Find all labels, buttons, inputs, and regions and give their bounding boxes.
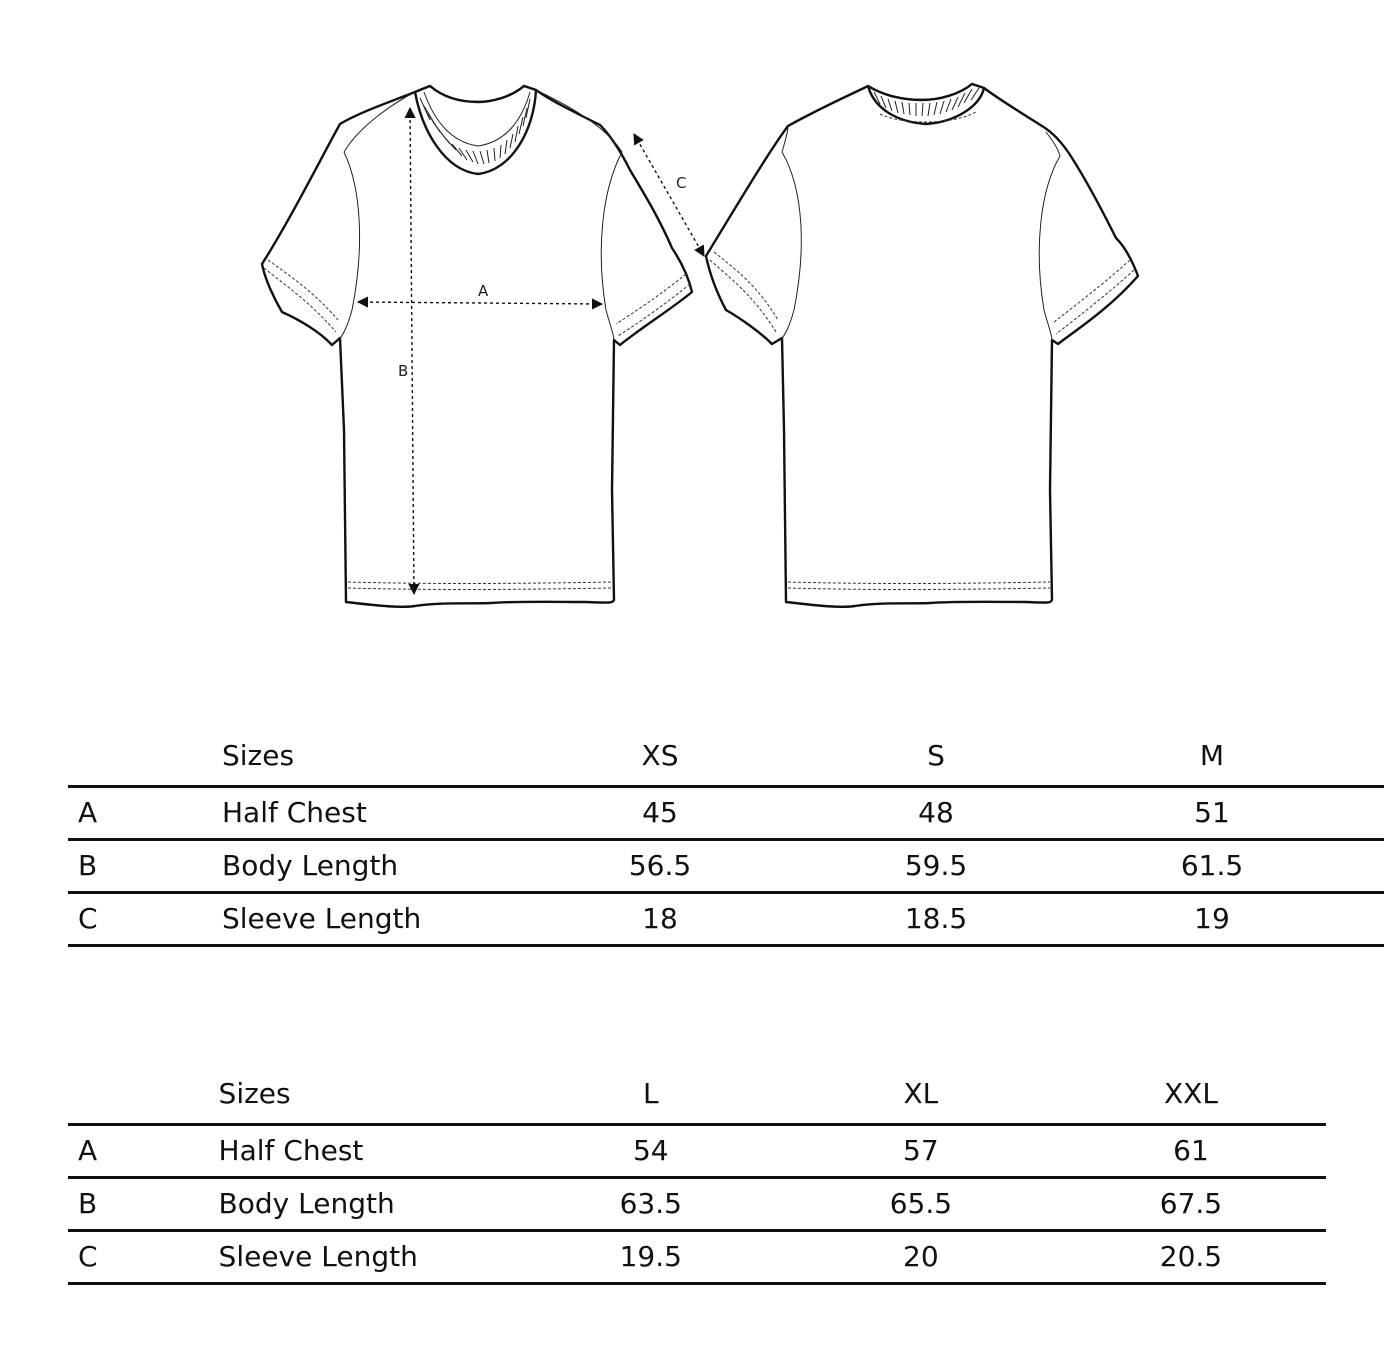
back-shirt-outline bbox=[706, 84, 1138, 607]
cell-value: 56.5 bbox=[522, 839, 798, 892]
cell-value: 19.5 bbox=[516, 1230, 786, 1283]
table-row bbox=[68, 1177, 1326, 1230]
cell-value: 45 bbox=[522, 786, 798, 839]
cell-value: 20.5 bbox=[1056, 1230, 1326, 1283]
cell-value: 19 bbox=[1074, 892, 1350, 945]
size-table-1 bbox=[68, 726, 1384, 947]
row-letter: A bbox=[68, 786, 222, 839]
row-letter: B bbox=[68, 1177, 219, 1230]
row-measurement-name: Body Length bbox=[219, 1177, 516, 1230]
header-size-xl: XL bbox=[786, 1064, 1056, 1124]
row-spacer bbox=[1350, 786, 1384, 839]
cell-value: 63.5 bbox=[516, 1177, 786, 1230]
row-spacer bbox=[1350, 892, 1384, 945]
header-corner bbox=[68, 726, 222, 786]
cell-value: 59.5 bbox=[798, 839, 1074, 892]
cell-value: 57 bbox=[786, 1124, 1056, 1177]
back-view-shirt bbox=[706, 84, 1138, 607]
cell-value: 61.5 bbox=[1074, 839, 1350, 892]
row-measurement-name: Sleeve Length bbox=[219, 1230, 516, 1283]
table-header-row bbox=[68, 726, 1384, 786]
table-row bbox=[68, 786, 1384, 839]
row-measurement-name: Body Length bbox=[222, 839, 522, 892]
row-letter: C bbox=[68, 892, 222, 945]
table-row bbox=[68, 1230, 1326, 1283]
tshirt-diagram-svg bbox=[240, 70, 1160, 630]
table-row bbox=[68, 839, 1384, 892]
row-measurement-name: Half Chest bbox=[222, 786, 522, 839]
header-size-xs: XS bbox=[522, 726, 798, 786]
cell-value: 65.5 bbox=[786, 1177, 1056, 1230]
header-spacer bbox=[1350, 726, 1384, 786]
dimension-c-label: C bbox=[676, 174, 687, 192]
tshirt-measurement-diagram bbox=[240, 70, 1160, 630]
size-table-2 bbox=[68, 1064, 1326, 1285]
row-measurement-name: Half Chest bbox=[219, 1124, 516, 1177]
header-sizes-label: Sizes bbox=[222, 726, 522, 786]
dimension-b-label: B bbox=[398, 362, 409, 380]
table-header-row bbox=[68, 1064, 1326, 1124]
header-size-xxl: XXL bbox=[1056, 1064, 1326, 1124]
row-measurement-name: Sleeve Length bbox=[222, 892, 522, 945]
cell-value: 20 bbox=[786, 1230, 1056, 1283]
cell-value: 54 bbox=[516, 1124, 786, 1177]
cell-value: 18.5 bbox=[798, 892, 1074, 945]
cell-value: 61 bbox=[1056, 1124, 1326, 1177]
header-size-m: M bbox=[1074, 726, 1350, 786]
front-view-shirt bbox=[262, 86, 692, 607]
table-row bbox=[68, 892, 1384, 945]
row-letter: A bbox=[68, 1124, 219, 1177]
header-size-l: L bbox=[516, 1064, 786, 1124]
row-letter: B bbox=[68, 839, 222, 892]
cell-value: 18 bbox=[522, 892, 798, 945]
table-row bbox=[68, 1124, 1326, 1177]
cell-value: 51 bbox=[1074, 786, 1350, 839]
dimension-a-label: A bbox=[478, 282, 489, 300]
cell-value: 48 bbox=[798, 786, 1074, 839]
cell-value: 67.5 bbox=[1056, 1177, 1326, 1230]
header-size-s: S bbox=[798, 726, 1074, 786]
header-corner bbox=[68, 1064, 219, 1124]
row-spacer bbox=[1350, 839, 1384, 892]
header-sizes-label: Sizes bbox=[219, 1064, 516, 1124]
row-letter: C bbox=[68, 1230, 219, 1283]
